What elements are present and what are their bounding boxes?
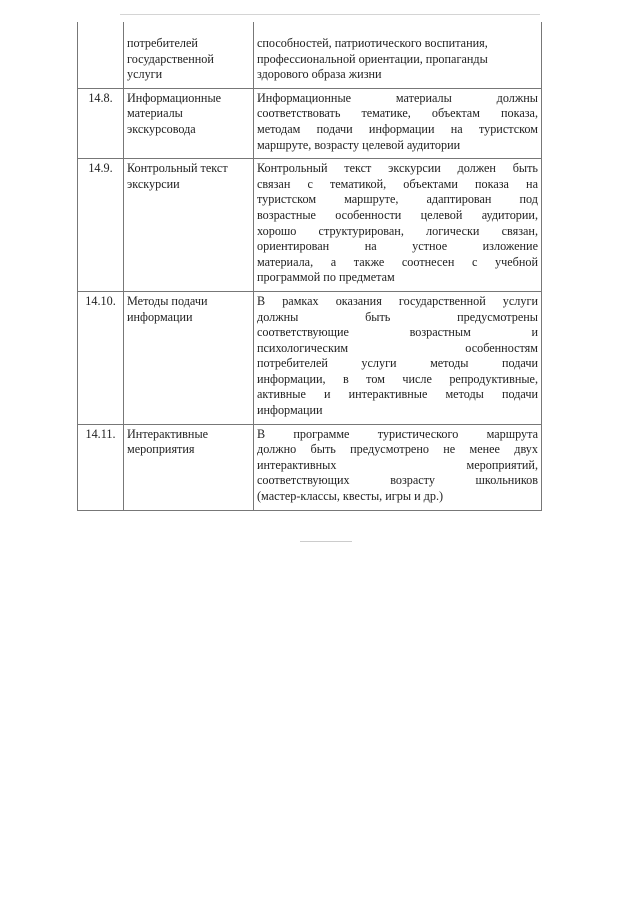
desc-line: соответствующие возрастным и (257, 325, 538, 340)
name-line: Информационные (127, 90, 222, 105)
name-line: информации (127, 309, 193, 324)
scan-artifact-top (120, 14, 540, 15)
table-row (78, 424, 542, 510)
scan-artifact-bottom (300, 541, 352, 542)
desc-line: методам подачи информации на туристском (257, 121, 538, 136)
name-line: Методы подачи (127, 293, 208, 308)
name-line: экскурсии (127, 176, 180, 191)
name-line: услуги (127, 67, 163, 82)
criterion-description (254, 424, 542, 510)
desc-line: должно быть предусмотрено не менее двух (257, 442, 538, 457)
desc-line: соответствовать тематике, объектам показа, (257, 106, 538, 121)
desc-line: информации (257, 403, 323, 418)
name-line: мероприятия (127, 442, 195, 457)
criterion-description (254, 22, 542, 88)
table-row (78, 159, 542, 292)
requirements-table (77, 22, 542, 511)
desc-line: туристском маршруте, адаптирован под (257, 192, 538, 207)
desc-line: хорошо структурирован, логически связан, (257, 223, 538, 238)
criterion-description (254, 291, 542, 424)
desc-line: соответствующих возрасту школьников (257, 473, 538, 488)
row-number (78, 22, 124, 88)
criterion-name (124, 291, 254, 424)
desc-line: Контрольный текст экскурсии должен быть (257, 161, 538, 176)
desc-line: психологическим особенностям (257, 340, 538, 355)
table-row (78, 22, 542, 88)
desc-line: потребителей услуги методы подачи (257, 356, 538, 371)
desc-line: В программе туристического маршрута (257, 426, 538, 441)
desc-line: В рамках оказания государственной услуги (257, 293, 538, 308)
desc-line: здорового образа жизни (257, 67, 382, 82)
name-line: потребителей (127, 36, 198, 50)
desc-line: программой по предметам (257, 270, 395, 285)
criterion-name (124, 424, 254, 510)
criterion-name (124, 22, 254, 88)
desc-line: профессиональной ориентации, пропаганды (257, 51, 488, 66)
table-row (78, 291, 542, 424)
name-line: Интерактивные (127, 426, 209, 441)
desc-line: материала, а также соотнесен с учебной (257, 254, 538, 269)
criterion-name (124, 159, 254, 292)
criterion-description (254, 88, 542, 158)
criterion-name (124, 88, 254, 158)
desc-line: активные и интерактивные методы подачи (257, 387, 538, 402)
row-number: 14.10. (78, 291, 124, 424)
table-row (78, 88, 542, 158)
criterion-description (254, 159, 542, 292)
row-number: 14.8. (78, 88, 124, 158)
desc-line: возрастные особенности целевой аудитории, (257, 207, 538, 222)
name-line: Контрольный текст (127, 161, 228, 176)
desc-line: маршруте, возрасту целевой аудитории (257, 137, 461, 152)
desc-line: интерактивных мероприятий, (257, 457, 538, 472)
desc-line: ориентирован на устное изложение (257, 239, 538, 254)
row-number: 14.11. (78, 424, 124, 510)
desc-line: способностей, патриотического воспитания, (257, 36, 488, 50)
name-line: экскурсовода (127, 121, 196, 136)
desc-line: должны быть предусмотрены (257, 309, 538, 324)
desc-line: связан с тематикой, объектами показа на (257, 176, 538, 191)
row-number: 14.9. (78, 159, 124, 292)
desc-line: Информационные материалы должны (257, 90, 538, 105)
desc-line: информации, в том числе репродуктивные, (257, 371, 538, 386)
name-line: материалы (127, 106, 183, 121)
name-line: государственной (127, 51, 214, 66)
desc-line: (мастер-классы, квесты, игры и др.) (257, 489, 444, 504)
